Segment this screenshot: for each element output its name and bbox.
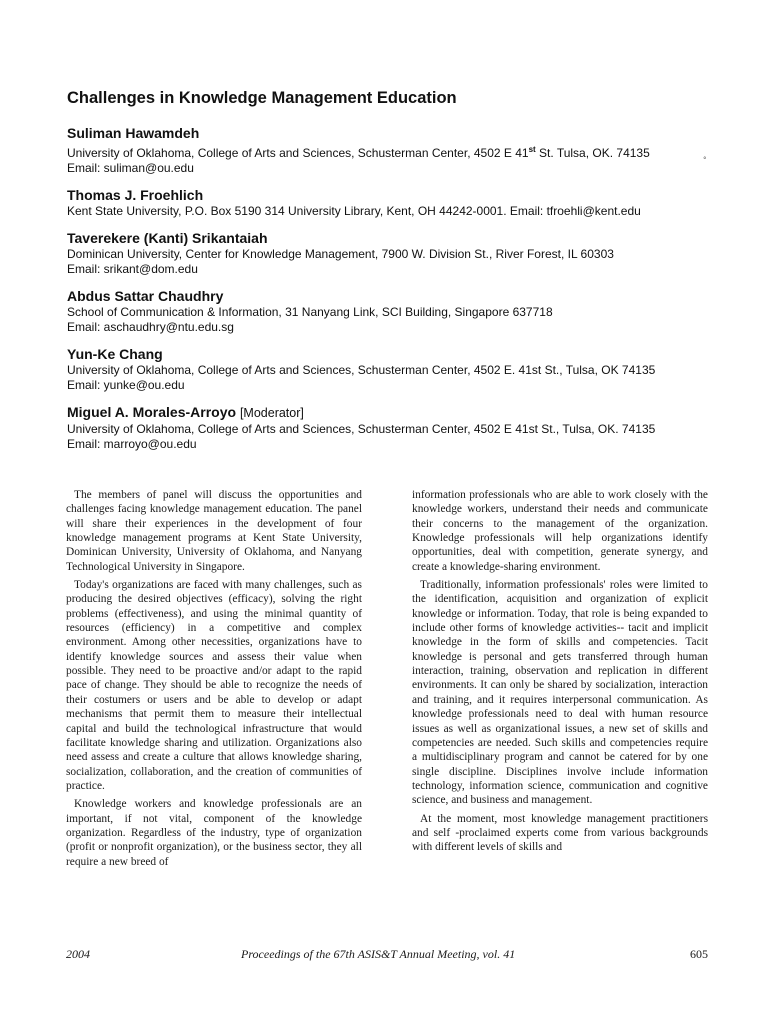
paragraph: Knowledge workers and knowledge professionals are an important, if not vital, component of the knowledge organization. Regardless of the industry, type of organization (profit or nonprofit organization), or the business sector, they all require a new breed of [66,798,362,868]
author-list [67,124,727,462]
author-email: Email: yunke@ou.edu [67,378,185,392]
author-affiliation: School of Communication & Information, 31 Nanyang Link, SCI Building, Singapore 637718 [67,305,553,319]
author-affiliation: Kent State University, P.O. Box 5190 314 University Library, Kent, OH 44242-0001. Email: tfroehli@kent.edu [67,204,641,218]
author-block [67,229,727,277]
footer-year: 2004 [66,947,90,961]
body-columns [66,488,708,873]
scan-speck: ° [703,156,707,164]
author-affiliation: University of Oklahoma, College of Arts and Sciences, Schusterman Center, 4502 E 41st St. Tulsa, OK. 74135 [67,145,650,160]
author-name: Suliman Hawamdeh [67,125,200,141]
paragraph: At the moment, most knowledge management practitioners and self -proclaimed experts come from various backgrounds with different levels of skills and [412,812,708,854]
author-name: Abdus Sattar Chaudhry [67,288,224,304]
author-name: Thomas J. Froehlich [67,187,204,203]
author-email: Email: srikant@dom.edu [67,262,198,276]
author-email: Email: suliman@ou.edu [67,161,194,175]
right-column [412,488,708,873]
page-number: 605 [690,947,708,961]
author-block [67,287,727,335]
left-column [66,488,362,873]
author-name: Taverekere (Kanti) Srikantaiah [67,230,268,246]
paper-title: Challenges in Knowledge Management Education [67,89,457,107]
footer-journal: Proceedings of the 67th ASIS&T Annual Meeting, vol. 41 [241,947,516,961]
moderator-label: [Moderator] [239,406,304,420]
author-block [67,124,727,176]
paragraph: The members of panel will discuss the opportunities and challenges facing knowledge management education. The panel will share their experiences in the development of four knowledge management programs at Kent State University, Dominican University, University of Oklahoma, and Nanyang Technological University in Singapore. [66,489,362,573]
paragraph: information professionals who are able to work closely with the knowledge workers, understand their needs and communicate their concerns to the management of the organization. Knowledge professionals will help organizations identify opportunities, deal with competition, generate synergy, and create a knowledge-sharing environment. [412,489,708,573]
author-block [67,403,727,452]
author-name: Miguel A. Morales-Arroyo [Moderator] [67,404,304,420]
author-email: Email: marroyo@ou.edu [67,437,197,451]
author-block [67,186,727,219]
paragraph: Traditionally, information professionals' roles were limited to the identification, acquisition and organization of explicit knowledge or information. Today, that role is being expanded to include other forms of knowledge activities-- tacit and implicit knowledge in the form of skills and competencies. Tacit knowledge is personal and gets transferred through human interaction, training, observation and replication in different environments. It can only be shared by socialization, interaction and training, and it requires interpersonal communication. As knowledge professionals need to deal with human resource issues as well as organizational issues, a new set of skills and competencies are needed. Such skills and competencies require a multidisciplinary program and cannot be catered for by one single discipline. Disciplines involve include information technology, information science, communication and cognitive science, and business and management. [412,579,708,807]
paragraph: Today's organizations are faced with many challenges, such as producing the desired objectives (efficacy), solving the right problems (effectiveness), and using the minimal quantity of resources (efficiency) in a competitive and complex environment. Among other necessities, organizations have to identify knowledge sources and assess their value when possible. They need to be proactive and/or adapt to the rapid pace of change. They should be able to recognize the needs of their costumers or users and be able to develop or adapt mechanisms that permit them to measure their intellectual capital and build the technological infrastructure that would facilitate knowledge sharing and utilization. Organizations also need assess and create a culture that allows knowledge sharing, socialization, collaboration, and the creation of communities of practice. [66,579,362,792]
author-affiliation: University of Oklahoma, College of Arts and Sciences, Schusterman Center, 4502 E. 41st St., Tulsa, OK 74135 [67,363,656,377]
author-affiliation: University of Oklahoma, College of Arts and Sciences, Schusterman Center, 4502 E 41st St., Tulsa, OK. 74135 [67,422,656,436]
author-email: Email: aschaudhry@ntu.edu.sg [67,320,234,334]
author-block [67,345,727,393]
author-name: Yun-Ke Chang [67,346,163,362]
author-affiliation: Dominican University, Center for Knowledge Management, 7900 W. Division St., River Forest, IL 60303 [67,247,614,261]
